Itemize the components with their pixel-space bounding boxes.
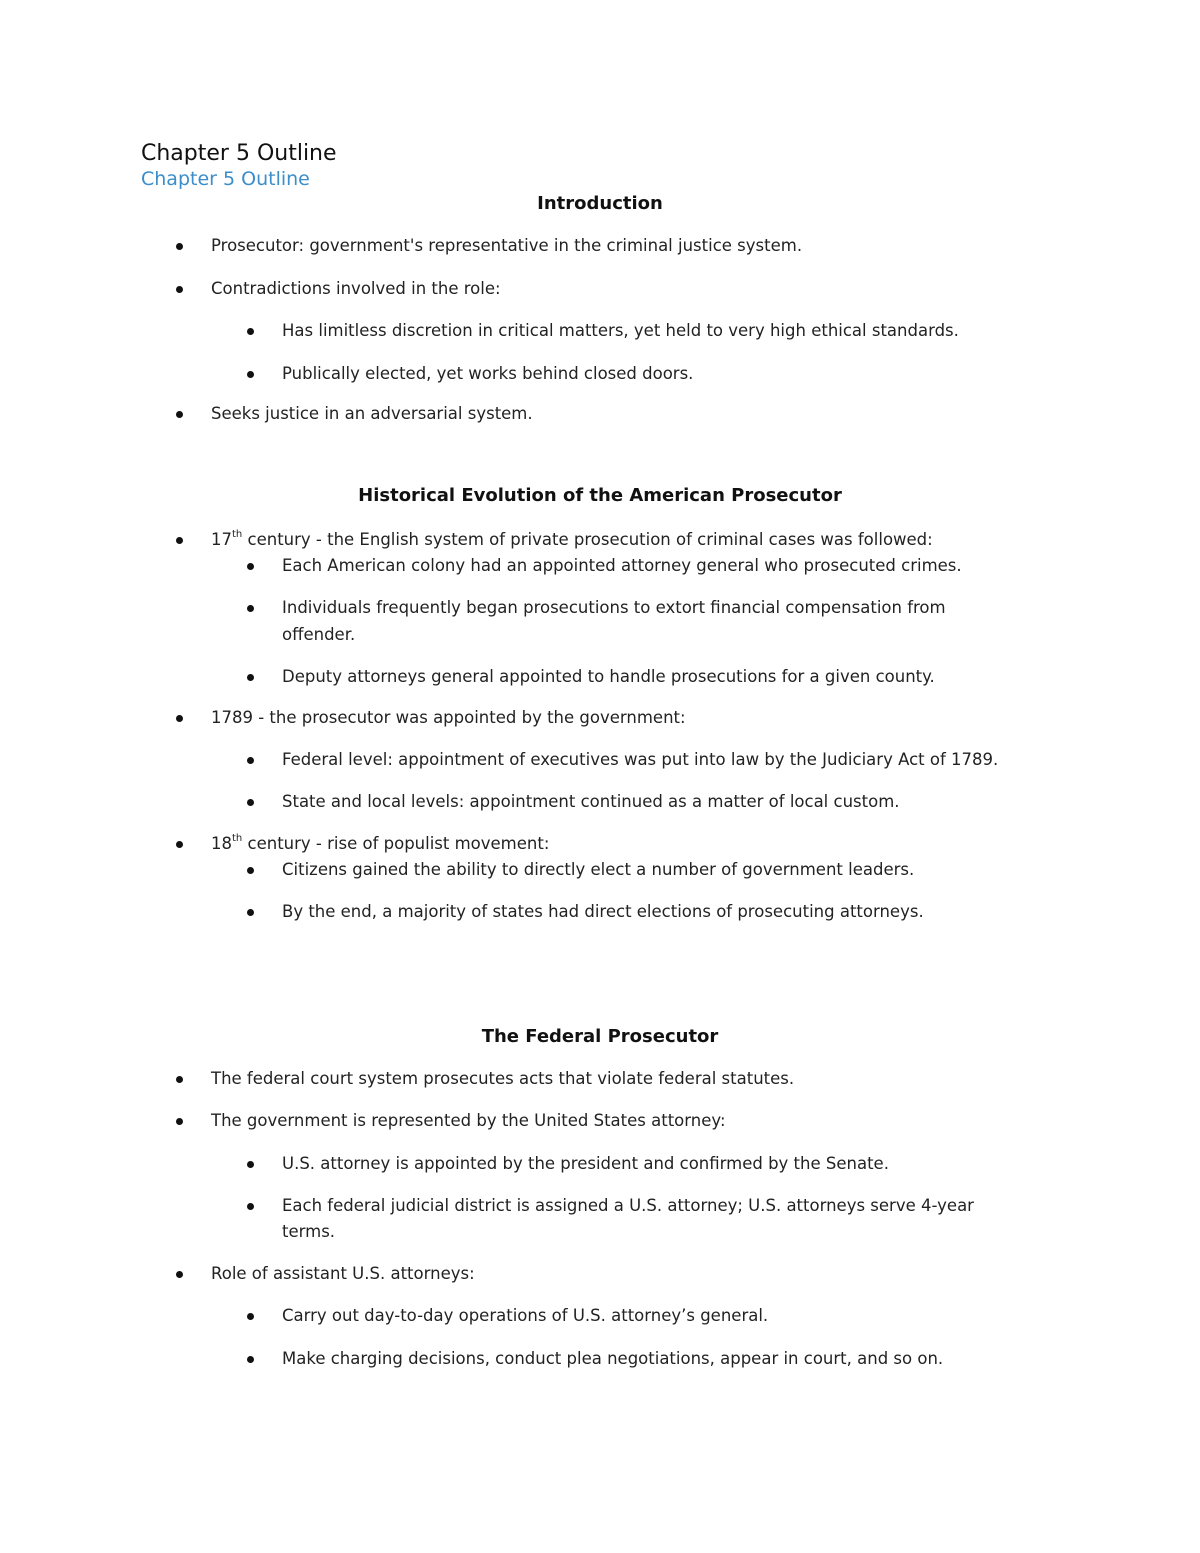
list-item-text: The federal court system prosecutes acts that violate federal statutes. <box>211 1069 795 1088</box>
list-item-text: Make charging decisions, conduct plea negotiations, appear in court, and so on. <box>282 1349 944 1368</box>
list-item <box>211 400 533 427</box>
list-item-text: U.S. attorney is appointed by the president and confirmed by the Senate. <box>282 1154 889 1173</box>
bullet-icon <box>176 411 183 418</box>
sub-list-item <box>282 552 962 579</box>
sub-list-item <box>282 1192 974 1219</box>
list-item-text: Citizens gained the ability to directly elect a number of government leaders. <box>282 860 915 879</box>
sub-list-item <box>282 663 935 690</box>
list-item-text: Each federal judicial district is assigned a U.S. attorney; U.S. attorneys serve 4-year <box>282 1196 974 1215</box>
bullet-icon <box>247 799 254 806</box>
sub-list-item <box>282 1345 943 1372</box>
bullet-icon <box>176 1271 183 1278</box>
bullet-icon <box>176 715 183 722</box>
list-item-text: terms. <box>282 1222 336 1241</box>
bullet-icon <box>176 841 183 848</box>
document-subtitle: Chapter 5 Outline <box>141 168 310 190</box>
sub-list-item <box>282 1150 889 1177</box>
bullet-icon <box>247 1313 254 1320</box>
bullet-icon <box>247 1161 254 1168</box>
list-item-text: By the end, a majority of states had direct elections of prosecuting attorneys. <box>282 902 924 921</box>
bullet-icon <box>247 909 254 916</box>
sub-list-item-continuation <box>282 621 355 648</box>
list-item-text: century - rise of populist movement: <box>242 834 550 853</box>
list-item <box>211 1260 475 1287</box>
list-item-text: Deputy attorneys general appointed to handle prosecutions for a given county. <box>282 667 935 686</box>
list-item-text: State and local levels: appointment continued as a matter of local custom. <box>282 792 900 811</box>
bullet-icon <box>247 328 254 335</box>
sub-list-item <box>282 594 946 621</box>
sub-list-item <box>282 746 998 773</box>
bullet-icon <box>247 1356 254 1363</box>
list-item <box>211 704 686 731</box>
list-item-text: Contradictions involved in the role: <box>211 279 501 298</box>
bullet-icon <box>247 1203 254 1210</box>
bullet-icon <box>176 1118 183 1125</box>
bullet-icon <box>247 757 254 764</box>
bullet-icon <box>176 1076 183 1083</box>
sub-list-item-continuation <box>282 1218 335 1245</box>
ordinal-suffix: th <box>232 528 243 540</box>
ordinal-suffix: th <box>232 832 243 844</box>
section-heading-federal: The Federal Prosecutor <box>481 1026 719 1047</box>
section-heading-introduction: Introduction <box>537 193 663 214</box>
list-item-text: Individuals frequently began prosecutions to extort financial compensation from <box>282 598 946 617</box>
list-item-text: offender. <box>282 625 356 644</box>
sub-list-item <box>282 788 900 815</box>
sub-list-item <box>282 360 693 387</box>
list-item-text: Each American colony had an appointed attorney general who prosecuted crimes. <box>282 556 962 575</box>
list-item <box>211 830 549 857</box>
bullet-icon <box>247 605 254 612</box>
section-heading-history: Historical Evolution of the American Prosecutor <box>358 485 842 506</box>
list-item <box>211 526 933 553</box>
list-item-text: Seeks justice in an adversarial system. <box>211 404 533 423</box>
list-item-number: 18 <box>211 834 232 853</box>
bullet-icon <box>176 243 183 250</box>
list-item-number: 17 <box>211 530 232 549</box>
list-item-text: century - the English system of private prosecution of criminal cases was followed: <box>242 530 933 549</box>
bullet-icon <box>247 563 254 570</box>
sub-list-item <box>282 898 924 925</box>
bullet-icon <box>247 674 254 681</box>
list-item <box>211 1107 726 1134</box>
list-item-text: Prosecutor: government's representative in the criminal justice system. <box>211 236 803 255</box>
bullet-icon <box>247 867 254 874</box>
list-item-text: Federal level: appointment of executives was put into law by the Judiciary Act of 1789. <box>282 750 999 769</box>
bullet-icon <box>176 286 183 293</box>
list-item-text: 1789 - the prosecutor was appointed by the government: <box>211 708 686 727</box>
list-item <box>211 232 802 259</box>
document-title: Chapter 5 Outline <box>141 141 337 166</box>
bullet-icon <box>247 371 254 378</box>
list-item-text: The government is represented by the United States attorney: <box>211 1111 726 1130</box>
list-item-text: Role of assistant U.S. attorneys: <box>211 1264 475 1283</box>
list-item-text: Publically elected, yet works behind closed doors. <box>282 364 694 383</box>
sub-list-item <box>282 856 914 883</box>
list-item-text: Has limitless discretion in critical matters, yet held to very high ethical standards. <box>282 321 959 340</box>
bullet-icon <box>176 537 183 544</box>
list-item <box>211 1065 794 1092</box>
sub-list-item <box>282 317 959 344</box>
list-item-text: Carry out day-to-day operations of U.S. attorney’s general. <box>282 1306 769 1325</box>
sub-list-item <box>282 1302 768 1329</box>
list-item <box>211 275 501 302</box>
